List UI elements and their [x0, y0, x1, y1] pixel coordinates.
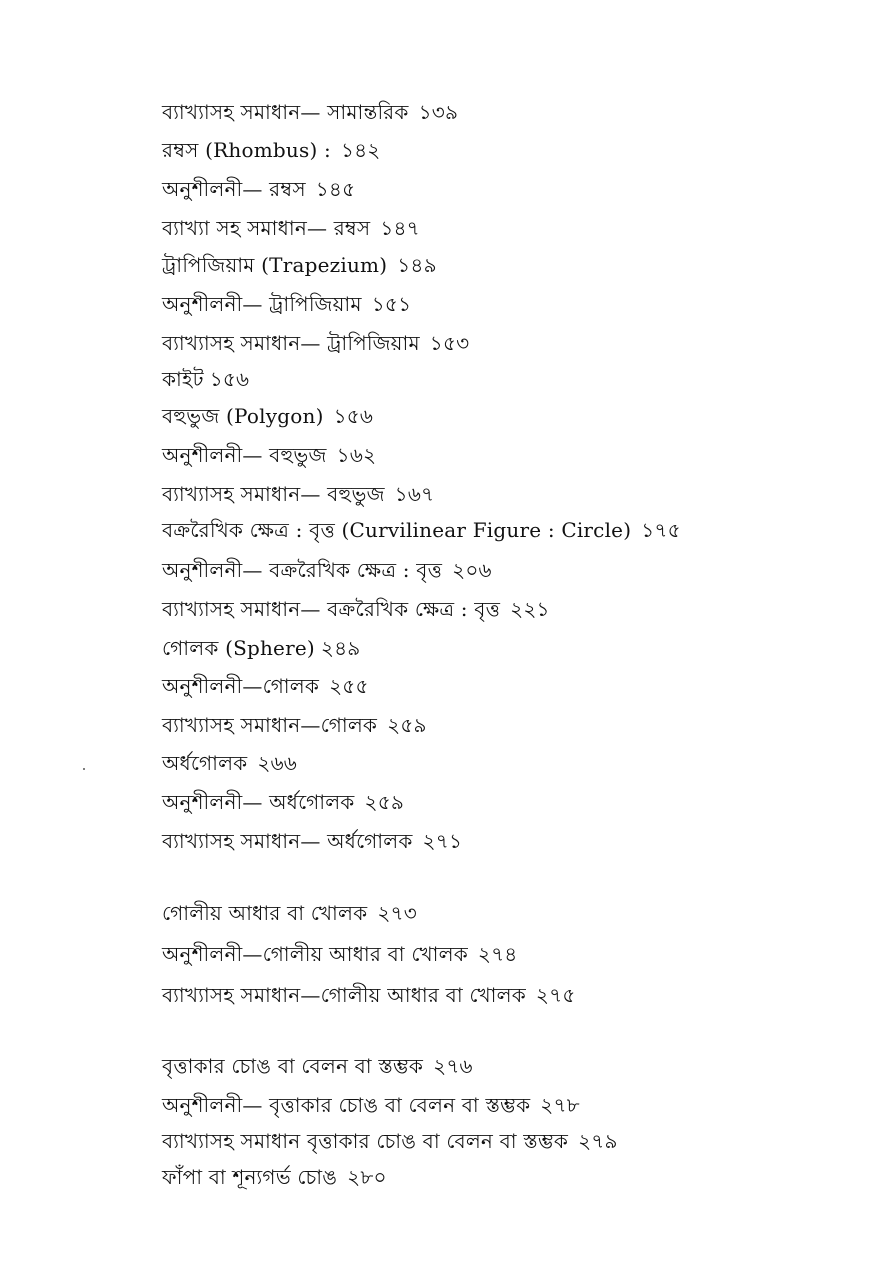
- toc-entry-title: ফাঁপা বা শূন্যগর্ভ চোঙ: [162, 1165, 338, 1189]
- toc-entry: [162, 941, 517, 967]
- toc-entry-page: ২২১: [510, 597, 550, 621]
- toc-entry: [162, 635, 360, 661]
- toc-entry-title: অর্ধগোলক: [162, 751, 248, 775]
- toc-entry-page: ২৭৫: [535, 983, 576, 1007]
- toc-entry-title: অনুশীলনী— বহুভুজ: [162, 443, 327, 467]
- toc-entry-title: রম্বস (Rhombus) :: [162, 138, 331, 162]
- toc-entry-title: কাইট: [162, 367, 204, 391]
- toc-entry-page: ২৫৯: [364, 790, 405, 814]
- toc-entry-title: ব্যাখ্যাসহ সমাধান—গোলীয় আধার বা খোলক: [162, 983, 526, 1007]
- toc-entry: [162, 789, 404, 815]
- toc-entry: [162, 137, 381, 163]
- scan-speck: [83, 768, 85, 770]
- toc-entry-page: ২৭১: [422, 829, 463, 853]
- toc-entry: [162, 176, 355, 202]
- toc-entry: [162, 291, 411, 317]
- toc-entry-title: বক্ররৈখিক ক্ষেত্র : বৃত্ত (Curvilinear Figure : Circle): [162, 518, 632, 542]
- toc-entry-page: ২৬৬: [257, 751, 297, 775]
- toc-entry-title: অনুশীলনী—গোলীয় আধার বা খোলক: [162, 942, 468, 966]
- toc-entry-page: ১৬৭: [394, 482, 435, 506]
- toc-entry-title: গোলক (Sphere): [162, 636, 315, 660]
- toc-entry: [162, 403, 373, 429]
- toc-entry: [162, 215, 420, 241]
- toc-entry-page: ২৮০: [347, 1165, 387, 1189]
- toc-entry: [162, 1053, 473, 1079]
- toc-entry: [162, 517, 681, 543]
- toc-entry-page: ১৩৯: [418, 100, 459, 124]
- toc-entry-title: অনুশীলনী— অর্ধগোলক: [162, 790, 355, 814]
- toc-entry-page: ২৭৯: [578, 1129, 618, 1153]
- toc-entry: [162, 982, 576, 1008]
- toc-entry-page: ১৪৯: [397, 253, 437, 277]
- toc-entry-page: ১৭৫: [641, 518, 681, 542]
- toc-entry-title: অনুশীলনী— বৃত্তাকার চোঙ বা বেলন বা স্তম্ভক: [162, 1093, 531, 1117]
- toc-entry: [162, 252, 437, 278]
- toc-entry-title: অনুশীলনী— ট্রাপিজিয়াম: [162, 292, 362, 316]
- toc-entry-title: ব্যাখ্যাসহ সমাধান বৃত্তাকার চোঙ বা বেলন বা স্তম্ভক: [162, 1129, 569, 1153]
- toc-entry-page: ২৭৬: [433, 1054, 473, 1078]
- toc-entry-page: ২৪৯: [320, 636, 361, 660]
- toc-entry-title: অনুশীলনী— রম্বস: [162, 177, 306, 201]
- toc-entry-page: ১৬২: [336, 443, 377, 467]
- toc-entry-title: ব্যাখ্যাসহ সমাধান— ট্রাপিজিয়াম: [162, 331, 420, 355]
- toc-entry-title: ব্যাখ্যাসহ সমাধান—গোলক: [162, 713, 378, 737]
- toc-entry: [162, 366, 249, 392]
- toc-entry-page: ১৫৬: [209, 367, 250, 391]
- toc-entry-page: ১৫৩: [429, 331, 470, 355]
- toc-entry-page: ২৭৮: [540, 1093, 580, 1117]
- toc-entry: [162, 481, 434, 507]
- toc-entry-page: ২০৬: [452, 558, 492, 582]
- toc-entry-page: ১৪২: [340, 138, 381, 162]
- toc-entry: [162, 596, 550, 622]
- toc-entry-page: ১৫৬: [333, 404, 374, 428]
- toc-entry-page: ১৫১: [371, 292, 412, 316]
- toc-entry-page: ২৫৯: [387, 713, 427, 737]
- toc-entry-page: ২৭৪: [477, 942, 518, 966]
- toc-entry-title: অনুশীলনী— বক্ররৈখিক ক্ষেত্র : বৃত্ত: [162, 558, 443, 582]
- toc-entry: [162, 442, 376, 468]
- toc-entry-page: ২৫৫: [329, 674, 369, 698]
- toc-entry-title: ব্যাখ্যাসহ সমাধান— সামান্তরিক: [162, 100, 409, 124]
- toc-entry-title: ট্রাপিজিয়াম (Trapezium): [162, 253, 388, 277]
- toc-entry: [162, 673, 369, 699]
- toc-entry: [162, 1092, 580, 1118]
- toc-entry-title: গোলীয় আধার বা খোলক: [162, 901, 368, 925]
- toc-entry-page: ১৪৭: [380, 216, 420, 240]
- toc-entry: [162, 1164, 387, 1190]
- toc-entry-title: ব্যাখ্যা সহ সমাধান— রম্বস: [162, 216, 371, 240]
- toc-entry: [162, 330, 469, 356]
- toc-entry-page: ১৪৫: [315, 177, 356, 201]
- toc-entry: [162, 828, 462, 854]
- toc-entry: [162, 99, 458, 125]
- toc-entry: [162, 557, 492, 583]
- toc-entry-title: ব্যাখ্যাসহ সমাধান— বহুভুজ: [162, 482, 385, 506]
- toc-entry: [162, 900, 417, 926]
- toc-entry: [162, 750, 297, 776]
- toc-entry: [162, 712, 427, 738]
- toc-entry: [162, 1128, 618, 1154]
- toc-entry-title: ব্যাখ্যাসহ সমাধান— অর্ধগোলক: [162, 829, 413, 853]
- toc-entry-title: বৃত্তাকার চোঙ বা বেলন বা স্তম্ভক: [162, 1054, 424, 1078]
- toc-entry-title: ব্যাখ্যাসহ সমাধান— বক্ররৈখিক ক্ষেত্র : বৃত্ত: [162, 597, 501, 621]
- toc-entry-title: বহুভুজ (Polygon): [162, 404, 324, 428]
- toc-entry-title: অনুশীলনী—গোলক: [162, 674, 320, 698]
- toc-entry-page: ২৭৩: [377, 901, 417, 925]
